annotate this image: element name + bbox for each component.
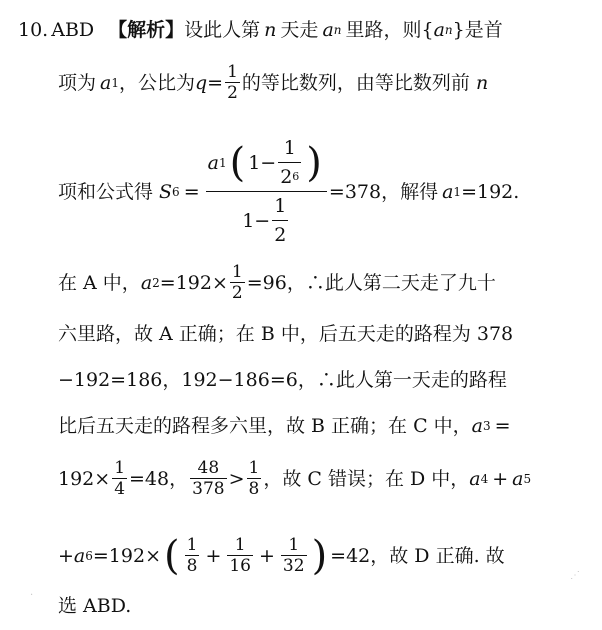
text: 的等比数列，由等比数列前: [241, 71, 470, 94]
denominator: 4: [114, 479, 126, 499]
text: =378，解得: [328, 180, 439, 203]
greater-than: >: [228, 467, 245, 490]
denominator: 2: [274, 224, 287, 246]
var-a: a: [140, 271, 153, 294]
text: =48，: [129, 467, 189, 490]
fraction-eighth: [247, 458, 262, 499]
line-2: 项为 a 1 ，公比为 q = $\frac{1}{2}$ 的等比数列，由等比数列前 n: [58, 62, 489, 103]
text: 1−: [248, 151, 277, 174]
denominator: 2: [227, 83, 238, 103]
base: 2: [280, 166, 293, 188]
var-n: n: [475, 71, 489, 94]
text: ，故 C 错误；在 D 中，: [263, 467, 470, 490]
formula-denominator: [240, 192, 292, 249]
var-a: a: [100, 71, 112, 94]
numerator: 1: [234, 535, 246, 555]
fraction-quarter: [112, 458, 127, 499]
text: 1−: [242, 209, 271, 232]
right-paren: ): [306, 139, 322, 186]
denominator: 32: [282, 556, 305, 576]
fraction-half: [272, 192, 288, 249]
line-3: 项和公式得 S 6 = a 1 ( 1− 1 2 6 ) 1− $\frac{1}{2}$ =378，解得 a 1 =192.: [58, 134, 519, 249]
text: =42，故 D 正确. 故: [330, 544, 505, 567]
text: 设此人第: [184, 19, 261, 41]
denominator: 2: [231, 283, 243, 303]
text: 比后五天走的路程多六里，故 B 正确；在 C 中，: [58, 415, 472, 437]
numerator: 1: [274, 195, 287, 217]
denominator: 16: [229, 556, 251, 576]
numerator: 1: [114, 458, 126, 478]
var-a: a: [471, 415, 483, 437]
var-a: a: [442, 180, 454, 203]
problem-number: 10.: [18, 19, 49, 41]
numerator: 1: [288, 535, 300, 555]
var-a: a: [433, 19, 445, 41]
equals: =: [207, 71, 224, 94]
text: 项和公式得: [58, 180, 154, 203]
text: 项为: [58, 71, 97, 94]
sum-formula-fraction: [206, 134, 327, 249]
text: }是首: [452, 19, 503, 41]
problem-answer: ABD: [51, 19, 95, 41]
fraction-sixteenth: [227, 535, 253, 576]
numerator: 1: [227, 62, 238, 82]
numerator: 1: [231, 262, 243, 282]
plus: +: [259, 544, 275, 567]
numerator: 1: [248, 458, 260, 478]
analysis-tag: 【解析】: [108, 19, 185, 41]
var-a: a: [73, 544, 86, 567]
line-6: [58, 368, 507, 392]
right-paren: ): [311, 532, 328, 579]
fraction-half: [230, 262, 245, 303]
denominator: 8: [186, 556, 198, 576]
plus: +: [205, 544, 222, 567]
plus: +: [492, 467, 509, 490]
var-n: n: [264, 19, 277, 41]
fraction-half: [225, 62, 240, 103]
line-1: 10. ABD 【解析】 设此人第 n 天走 a n 里路，则{ a n }是首: [18, 19, 503, 41]
text: ，公比为: [118, 71, 195, 94]
denominator: 8: [248, 479, 260, 499]
text: =192×: [92, 544, 161, 567]
text: −192=186，192−186=6，∴此人第一天走的路程: [58, 369, 507, 391]
numerator: 1: [186, 535, 198, 555]
equals: =: [183, 180, 200, 203]
var-a: a: [322, 19, 334, 41]
fraction-eighth: [185, 535, 200, 576]
line-8: 192× $\frac{1}{4}$ =48， $\frac{48}{378}$ > $\frac{1}{8}$ ，故 C 错误；在 D 中， a 4 + a 5: [58, 458, 532, 499]
var-a: a: [207, 151, 219, 174]
denominator: 378: [192, 479, 225, 499]
fraction-48-over-378: [190, 458, 226, 499]
line-10: [58, 594, 131, 618]
text: =192×: [159, 271, 228, 294]
denominator: 2 6: [278, 163, 301, 191]
scan-noise: ·: [30, 590, 34, 601]
text: 里路，则{: [345, 19, 434, 41]
plus: +: [58, 544, 74, 567]
numerator: 48: [197, 458, 220, 478]
line-5: [58, 322, 513, 346]
var-q: q: [195, 71, 208, 94]
equals: =: [494, 415, 511, 437]
text: 选 ABD.: [58, 595, 132, 617]
text: 六里路，故 A 正确；在 B 中，后五天走的路程为 378: [58, 323, 514, 345]
var-S: S: [159, 180, 173, 203]
fraction-one-over-two-power-six: [278, 134, 301, 191]
left-paren: (: [164, 532, 180, 579]
numerator: 1: [283, 137, 296, 159]
formula-numerator: a 1 ( 1− 1 2 6 ): [206, 134, 327, 191]
line-9: + a 6 =192× ( $\frac{1}{8}$ + $\frac{1}{16}$ + $\frac{1}{32}$ ) =42，故 D 正确. 故: [58, 532, 505, 579]
text: 天走: [280, 19, 319, 41]
text: =192.: [461, 180, 520, 203]
scan-noise: ⋰: [570, 570, 580, 581]
line-7: 比后五天走的路程多六里，故 B 正确；在 C 中， a 3 =: [58, 415, 511, 437]
var-a: a: [469, 467, 481, 490]
text: =96，∴此人第二天走了九十: [246, 271, 496, 294]
text: 192×: [58, 467, 111, 490]
var-a: a: [512, 467, 524, 490]
left-paren: (: [229, 139, 246, 186]
line-4: 在 A 中， a 2 =192× $\frac{1}{2}$ =96，∴此人第二天走了九十: [58, 262, 496, 303]
text: 在 A 中，: [58, 271, 141, 294]
fraction-thirty-second: [281, 535, 307, 576]
